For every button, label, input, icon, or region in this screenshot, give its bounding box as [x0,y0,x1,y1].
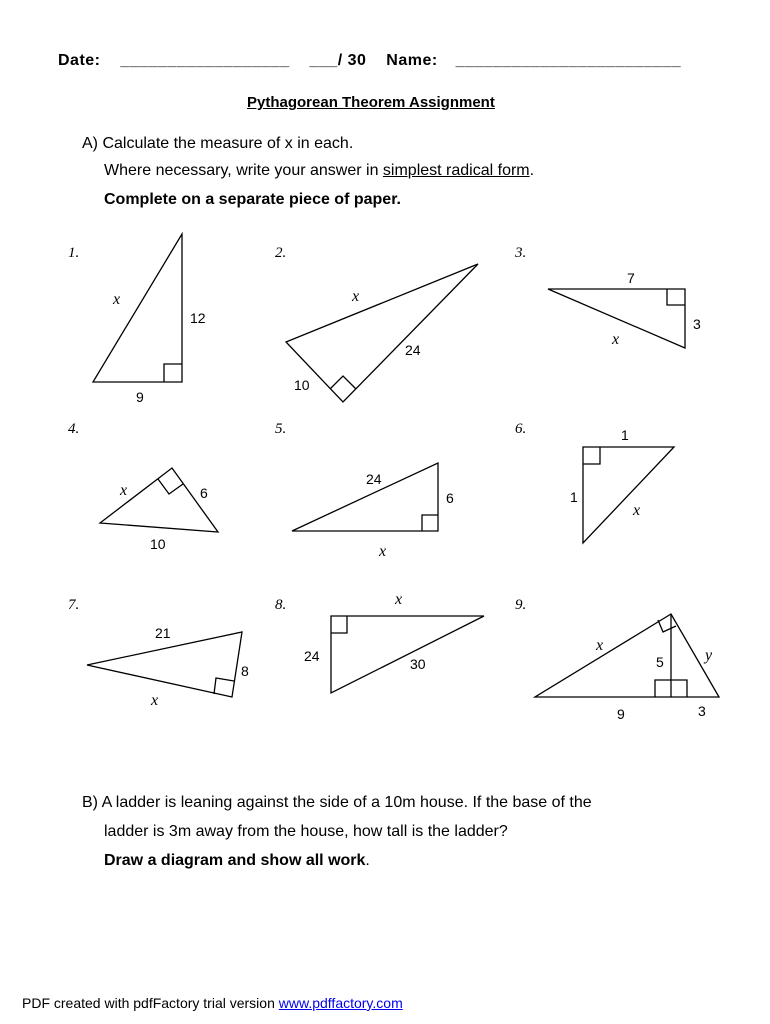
label-3-top: 7 [627,270,635,286]
label-6-hyp: x [633,502,641,519]
simplest-radical-form-link: simplest radical form [382,162,530,179]
footer-link[interactable]: www.pdffactory.com [278,995,403,1011]
part-b-instruction-end: . [365,852,370,869]
triangle-7 [87,632,242,697]
label-9-base-left: 9 [617,706,625,722]
right-angle-mark-1 [164,364,182,382]
label-8-side: 24 [304,648,320,664]
problem-number-4: 4. [68,421,80,437]
part-b-instruction: Draw a diagram and show all work [104,852,366,869]
part-b-question-1: A ladder is leaning against the side of a 10m house. If the base of the [101,794,592,811]
part-b-line2: ladder is 3m away from the house, how tall is the ladder? [104,823,508,840]
label-8-top: x [395,591,403,608]
label-9-base-right: 3 [698,703,706,719]
label-3-hyp: x [612,331,620,348]
label-7-side: 8 [241,663,249,679]
date-label: Date: [58,52,101,69]
part-b-line1 [82,794,592,812]
name-label: Name: [386,52,438,69]
label-9-altitude: 5 [656,654,664,670]
problem-number-7: 7. [68,597,80,613]
problem-number-1: 1. [68,245,80,261]
triangle-1 [93,234,182,382]
label-4-hyp: 10 [150,536,166,552]
label-9-right-side: y [705,647,713,664]
problem-number-6: 6. [515,421,527,437]
label-4-side: 6 [200,485,208,501]
label-6-top: 1 [621,427,629,443]
label-1-hyp: x [113,291,121,308]
footer-text: PDF created with pdfFactory trial version [22,995,279,1011]
label-3-side: 3 [693,316,701,332]
right-angle-mark-4 [158,479,183,494]
label-7-leg: x [151,692,159,709]
problem-number-2: 2. [275,245,287,261]
label-2-short-leg: 10 [294,377,310,393]
name-blank: ________________________ [455,52,682,69]
label-1-base: 9 [136,389,144,405]
label-6-side: 1 [570,489,578,505]
right-angle-mark-7 [214,678,234,694]
part-a-line2-pre: Where necessary, write your answer in [104,162,383,179]
footer [22,995,403,1011]
score-total: / 30 [337,52,367,69]
part-a-line3: Complete on a separate piece of paper. [104,191,401,208]
label-5-base: x [379,543,387,560]
right-angle-mark-9-right [671,680,687,697]
score-blank: ___ [309,52,338,69]
right-angle-mark-9-left [655,680,671,697]
label-1-vertical: 12 [190,310,206,326]
label-9-left-side: x [596,637,604,654]
label-5-side: 6 [446,490,454,506]
label-2-hyp: x [352,288,360,305]
part-a-line2-post: . [529,162,535,179]
label-2-long-leg: 24 [405,342,421,358]
right-angle-mark-6 [583,447,600,464]
triangle-6 [583,447,674,543]
triangle-2 [286,264,478,402]
date-blank: __________________ [120,52,290,69]
label-7-hyp: 21 [155,625,171,641]
label-5-hyp: 24 [366,471,382,487]
right-angle-mark-9-top [658,620,676,632]
label-4-leg: x [120,482,128,499]
problem-number-5: 5. [275,421,287,437]
part-b-label: B) [82,794,98,811]
triangle-5 [292,463,438,531]
right-angle-mark-5 [422,515,438,531]
right-angle-mark-3 [667,289,685,305]
page-title: Pythagorean Theorem Assignment [247,94,495,111]
triangle-8 [331,616,484,693]
problem-number-3: 3. [515,245,527,261]
problem-number-9: 9. [515,597,527,613]
label-8-hyp: 30 [410,656,426,672]
part-a-label: A) [82,135,98,152]
right-angle-mark-2 [330,376,356,389]
triangle-9 [535,614,719,697]
problem-number-8: 8. [275,597,287,613]
part-a-instruction: Calculate the measure of x in each. [102,135,354,152]
right-angle-mark-8 [331,616,347,633]
part-b-line3 [104,852,370,870]
